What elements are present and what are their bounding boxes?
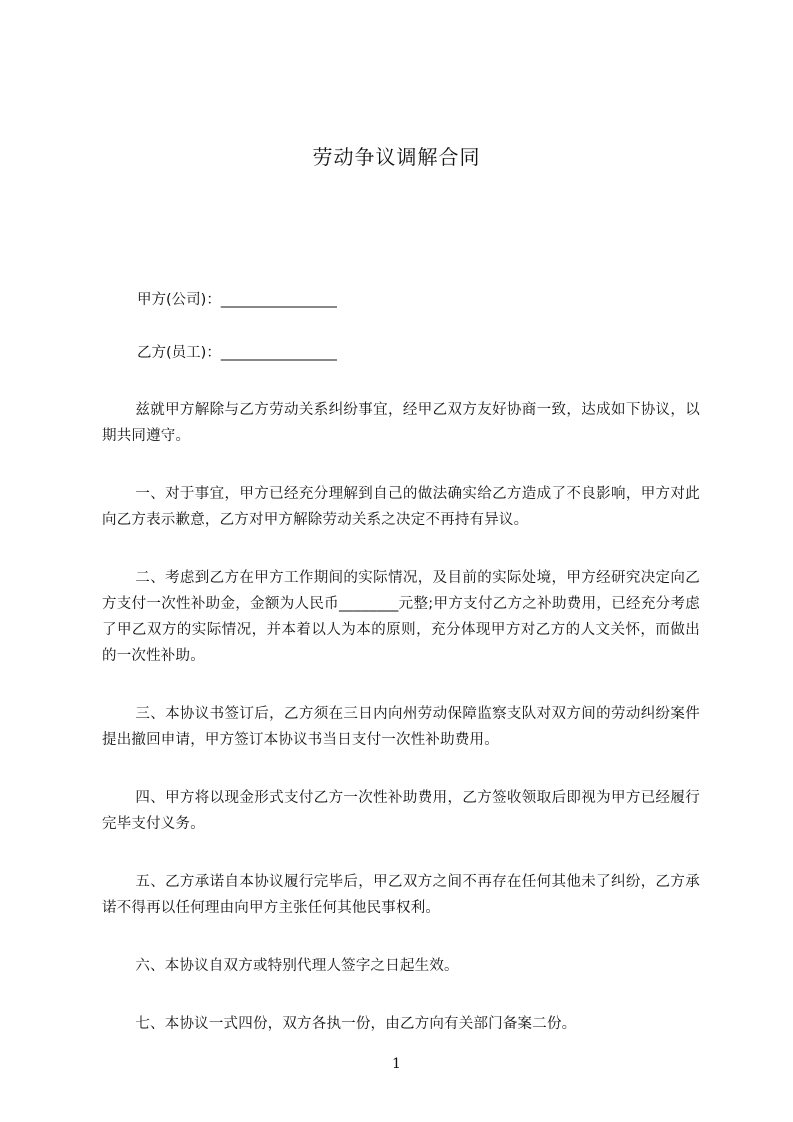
party-b-line: 乙方(员工)：________________ [137,345,337,361]
clause-1: 一、对于事宜，甲方已经充分理解到自己的做法确实给乙方造成了不良影响，甲方对此向乙方表示歉意，乙方对甲方解除劳动关系之决定不再持有异议。 [102,486,700,528]
page-number: 1 [392,1056,401,1072]
clause-6: 六、本协议自双方或特别代理人签字之日起生效。 [135,958,459,974]
intro-paragraph: 兹就甲方解除与乙方劳动关系纠纷事宜，经甲乙双方友好协商一致，达成如下协议，以期共同遵守。 [102,402,700,444]
contract-body [102,397,700,1069]
clause-3: 三、本协议书签订后，乙方须在三日内向州劳动保障监察支队对双方间的劳动纠纷案件提出撤回申请，甲方签订本协议书当日支付一次性补助费用。 [102,706,700,748]
clause-4: 四、甲方将以现金形式支付乙方一次性补助费用，乙方签收领取后即视为甲方已经履行完毕支付义务。 [102,790,700,832]
clause-7: 七、本协议一式四份，双方各执一份，由乙方向有关部门备案二份。 [135,1016,577,1032]
document-title: 劳动争议调解合同 [312,145,481,169]
clause-5: 五、乙方承诺自本协议履行完毕后，甲乙双方之间不再存在任何其他未了纠纷，乙方承诺不得再以任何理由向甲方主张任何其他民事权利。 [102,874,700,916]
clause-2: 二、考虑到乙方在甲方工作期间的实际情况，及目前的实际处境，甲方经研究决定向乙方支付一次性补助金，金额为人民币________元整;甲方支付乙方之补助费用，已经充分考虑了甲乙双方的实际情况，并本着以人为本的原则，充分体现甲方对乙方的人文关怀，而做出的一次性补助。 [102,570,700,664]
party-a-line: 甲方(公司)：________________ [137,292,337,308]
